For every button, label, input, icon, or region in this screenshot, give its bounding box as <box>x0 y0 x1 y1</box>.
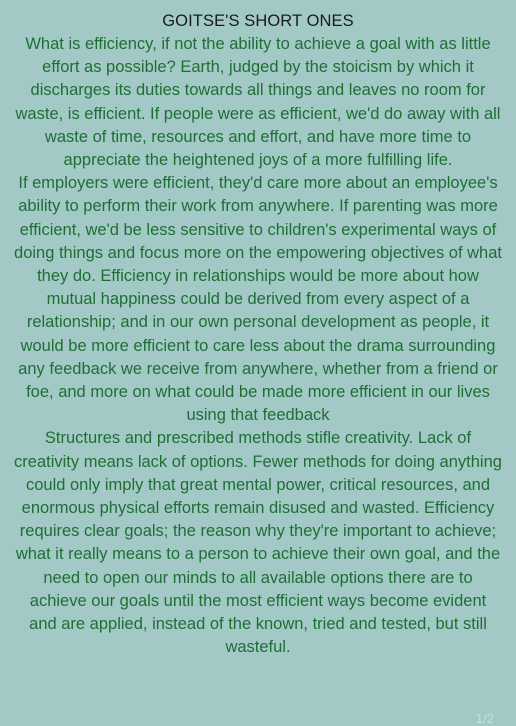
page-indicator: 1/2 <box>475 711 494 726</box>
paragraph-3: Structures and prescribed methods stifle creativity. Lack of creativity means lack of options. Fewer methods for doing anything could only imply that great mental power, critical resources, and enormous physical efforts remain disused and wasted. Efficiency requires clear goals; the reason why they're important to achieve; what it really means to a person to achieve their own goal, and the need to open our minds to all available options there are to achieve our goals until the most efficient ways become evident and are applied, instead of the known, tried and tested, but still wasteful. <box>14 429 502 657</box>
paragraph-2: If employers were efficient, they'd care more about an employee's ability to perform their work from anywhere. If parenting was more efficient, we'd be less sensitive to children's experimental ways of doing things and focus more on the empowering objectives of what they do. Efficiency in relationships would be more about how mutual happiness could be derived from every aspect of a relationship; and in our own personal development as people, it would be more efficient to care less about the drama surrounding any feedback we receive from anywhere, whether from a friend or foe, and more on what could be made more efficient in our lives using that feedback <box>14 174 502 425</box>
paragraph-1: What is efficiency, if not the ability to achieve a goal with as little effort as possible? Earth, judged by the stoicism by which it discharges its duties towards all things and leaves no room for waste, is efficient. If people were as efficient, we'd do away with all waste of time, resources and effort, and have more time to appreciate the heightened joys of a more fulfilling life. <box>15 35 501 170</box>
document-title: GOITSE'S SHORT ONES <box>162 12 354 30</box>
